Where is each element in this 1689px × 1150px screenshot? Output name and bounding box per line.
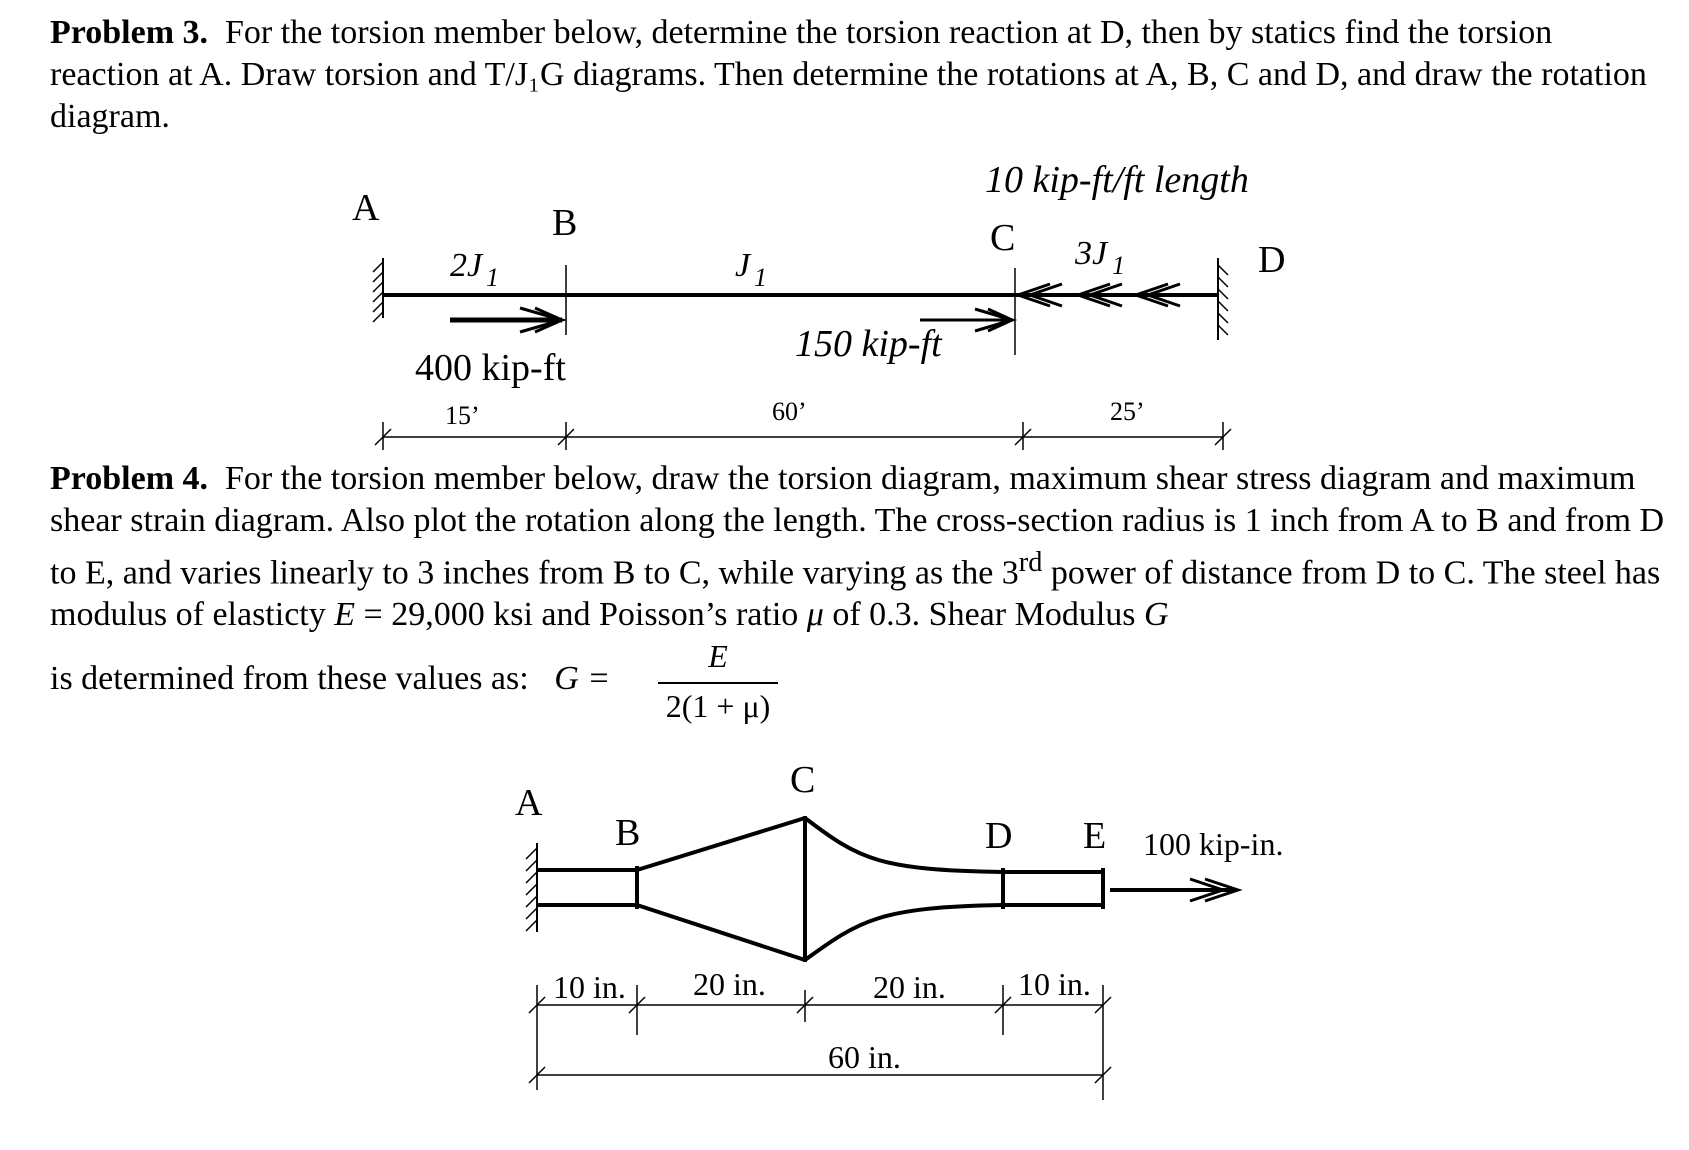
fig4-point-e: E (1083, 815, 1107, 857)
fig4-dim-de: 10 in. (1018, 966, 1091, 1002)
fig4-dim-ab: 10 in. (553, 969, 626, 1005)
problem3-body: For the torsion member below, determine the torsion reaction at D, then by statics find the torsion reaction at A. Draw torsion and T/J₁G diagrams. Then determine the rotations at A, B, C and D, and draw the rotation diagram. (50, 14, 1647, 135)
fig3-seg1-sub: 1 (486, 263, 499, 292)
fig3-point-a: A (352, 187, 380, 229)
e-symbol: E (334, 596, 356, 634)
fig4-point-a: A (515, 782, 543, 824)
g-formula-lhs: G = (554, 660, 611, 697)
fig3-seg2-sub: 1 (754, 263, 767, 292)
g-formula-denominator: 2(1 + μ) (665, 688, 771, 724)
fig3-seg3-sub: 1 (1112, 251, 1125, 280)
fig4-point-b: B (615, 812, 641, 854)
problem4-sup: rd (1018, 547, 1043, 578)
problem4-heading: Problem 4. (50, 460, 209, 497)
problem3-heading: Problem 3. (50, 14, 209, 51)
g-formula-numerator: E (708, 638, 728, 674)
fig3-point-d: D (1258, 239, 1286, 281)
problem4-body-1: For the torsion member below, draw the torsion diagram, maximum shear stress diagram and maximum shear strain diagram. Also plot the rotation along the length. The cross-section radius is 1 inch from A to B and from D to E, and varies linearly to 3 inches from B to C, while varying as the 3 (50, 460, 1665, 592)
fig3-point-c: C (990, 217, 1016, 259)
fig4-dim-total: 60 in. (828, 1039, 901, 1075)
fig3-dim-cd: 25’ (1110, 397, 1145, 426)
fig4-dim-bc: 20 in. (693, 966, 766, 1002)
fig4-point-d: D (985, 815, 1013, 857)
fig3-distributed-label: 10 kip-ft/ft length (985, 159, 1249, 201)
fig3-point-b: B (552, 202, 578, 244)
problem4-body-2: power of distance from D to C. The steel has modulus of elasticty (50, 554, 1661, 634)
fig3-seg1-label: 2J (450, 247, 483, 284)
fig3-dim-bc: 60’ (772, 397, 807, 426)
mu-symbol: μ (806, 596, 824, 634)
problem4-body-3: = 29,000 ksi and Poisson’s ratio (355, 596, 807, 634)
fig3-torque-b: 400 kip-ft (415, 347, 566, 389)
fig4-dim-cd: 20 in. (873, 969, 946, 1005)
fig4-point-c: C (790, 759, 816, 801)
fig3-seg2-label: J (735, 247, 751, 284)
fig3-dim-ab: 15’ (445, 401, 480, 430)
g-line-text: is determined from these values as: (50, 660, 529, 697)
fig3-seg3-label: 3J (1075, 235, 1108, 272)
fig3-torque-c: 150 kip-ft (795, 323, 942, 365)
g-symbol: G (1144, 596, 1169, 634)
fig4-torque-e: 100 kip-in. (1143, 826, 1284, 862)
problem4-body-4: of 0.3. Shear Modulus (823, 596, 1145, 634)
